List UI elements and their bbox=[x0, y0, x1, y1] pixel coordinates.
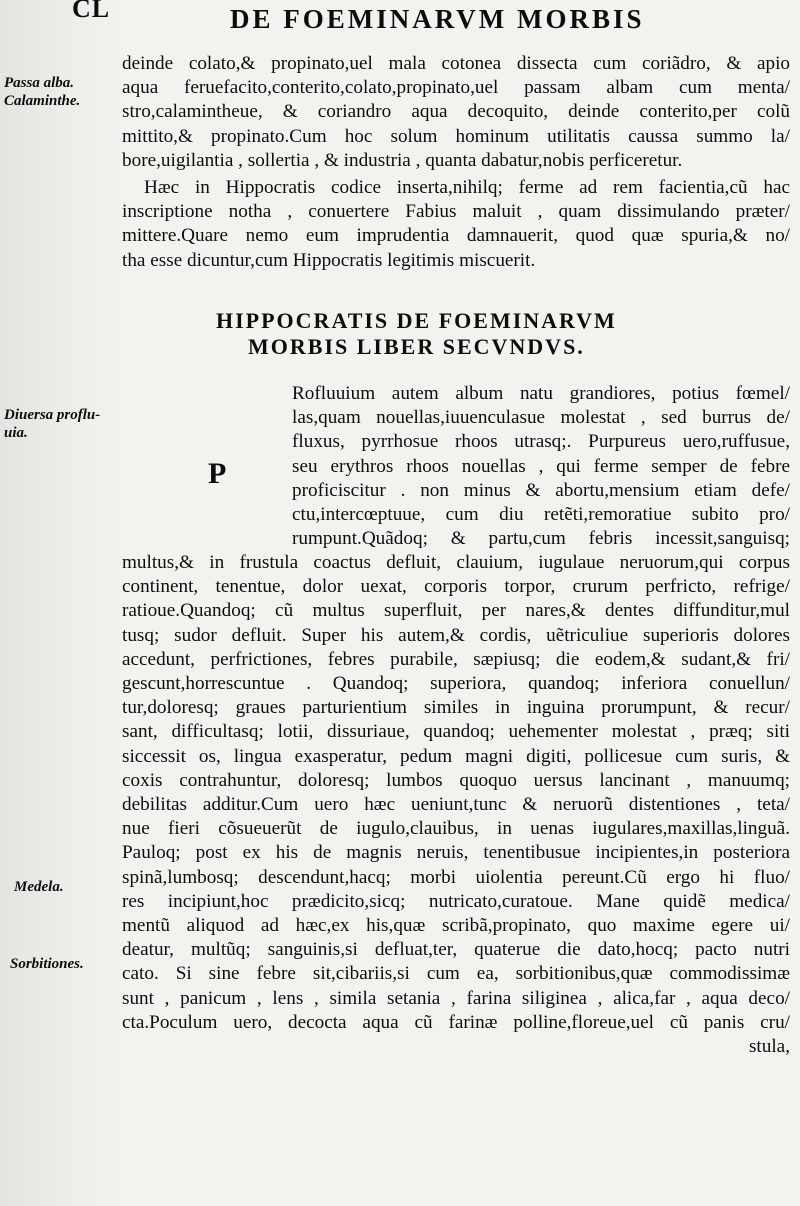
margin-note-diuersa-profluuia: Diuersa proflu- uia. bbox=[4, 407, 101, 441]
catchword: stula, bbox=[748, 1036, 790, 1058]
margin-note-calaminthe: Calaminthe. bbox=[4, 93, 81, 109]
paragraph-profluuium-opening: Rofluuium autem album natu grandiores, potius fœmel/ las,quam nouellas,iuuenculasue molestat , sed burrus de/ fluxus, pyrrhosue rhoos utrasq;. Purpureus uero,ruffusue, seu erythros rhoos nouellas , qui ferme semper de febre proficiscitur . non minus & abortu,mensium etiam defe/ ctu,intercœptuue, cum diu retẽti,remoratiue subito pro/ rumpunt.Quãdoq; & partu,cum febris incessit,sanguisq; bbox=[292, 383, 790, 550]
running-head: DE FOEMINARVM MORBIS bbox=[230, 4, 645, 34]
page-folio: CL bbox=[72, 0, 111, 23]
book-title-line-2: MORBIS LIBER SECVNDVS. bbox=[248, 334, 585, 359]
drop-cap: P bbox=[208, 457, 227, 490]
paragraph-recipe-end: deinde colato,& propinato,uel mala cotonea dissecta cum coriãdro, & apio aqua feruefacito,conterito,colato,propinato,uel passam albam cum menta/ stro,calamintheue, & coriandro aqua decoquito, deinde conterito,per colũ mittito,& propinato.Cum hoc solum hominum utilitatis caussa summo la/ bore,uigilantia , sollertia , & industria , quanta dabatur,nobis perficeretur. bbox=[122, 53, 790, 171]
margin-note-passa-alba: Passa alba. bbox=[4, 75, 75, 91]
book-title-line-1: HIPPOCRATIS DE FOEMINARVM bbox=[216, 308, 617, 333]
margin-note-medela: Medela. bbox=[14, 879, 64, 895]
margin-note-sorbitiones: Sorbitiones. bbox=[10, 956, 84, 972]
paragraph-profluuium-body: multus,& in frustula coactus defluit, clauium, iugulaue neruorum,qui corpus continent, tenentue, dolor uexat, corporis torpor, crurum perfricto, refrige/ ratioue.Quandoq; cũ multus superfluit, per nares,& dentes diffunditur,mul tusq; sudor defluit. Super his autem,& cordis, uẽtriculiue superioris dolores accedunt, perfrictiones, febres purabile, sæpiusq; die eodem,& sudant,& fri/ gescunt,horrescuntue . Quandoq; superiora, quandoq; inferiora conuellun/ tur,doloresq; graues parturientium similes in inguina prorumpunt, & recur/ sant, difficultasq; lotii, dissuriaue, quandoq; uehementer molestat , præq; siti siccessit os, lingua exasperatur, pedum magni digiti, pollicesue cum suris, & coxis contrahuntur, doloresq; lumbos quoquo uersus lancinant , manuumq; debilitas additur.Cum uero hæc ueniunt,tunc & neruorũ distentiones , teta/ nue fieri cõsueuerũt de iugulo,clauibus, in uenas iugulares,maxillas,linguã. Pauloq; post ex his de magnis neruis, tenentibusue incipientes,in posteriora spinã,lumbosq; descendunt,hacq; morbi uiolentia pereunt.Cũ ergo hi fluo/ res incipiunt,hoc prædicito,sicq; nutricato,curatoue. Mane quidẽ medica/ mentũ aliquod ad hæc,ex his,quæ scribã,propinato, quo maxime egere ui/ deatur, multũq; sanguinis,si defluat,ter, quaterue die dato,hocq; pacto nutri cato. Si sine febre sit,cibariis,si cum ea, sorbitionibus,quæ commodissimæ sunt , panicum , lens , simila setania , farina siliginea , alica,far , aqua deco/ cta.Poculum uero, decocta aqua cũ farinæ polline,floreue,uel cũ panis cru/ stula, bbox=[122, 551, 790, 1059]
book-title bbox=[216, 308, 617, 360]
show-through-margin bbox=[0, 0, 130, 1206]
paragraph-editor-note: Hæc in Hippocratis codice inserta,nihilq; ferme ad rem facientia,cũ hac inscriptione notha , conuertere Fabius maluit , quam dissimulando præter/ mittere.Quare nemo eum imprudentia damnauerit, quod quæ spuria,& no/ tha esse dicuntur,cum Hippocratis legitimis miscuerit. bbox=[122, 177, 790, 271]
margin-note-passa-calaminthe bbox=[4, 74, 116, 110]
